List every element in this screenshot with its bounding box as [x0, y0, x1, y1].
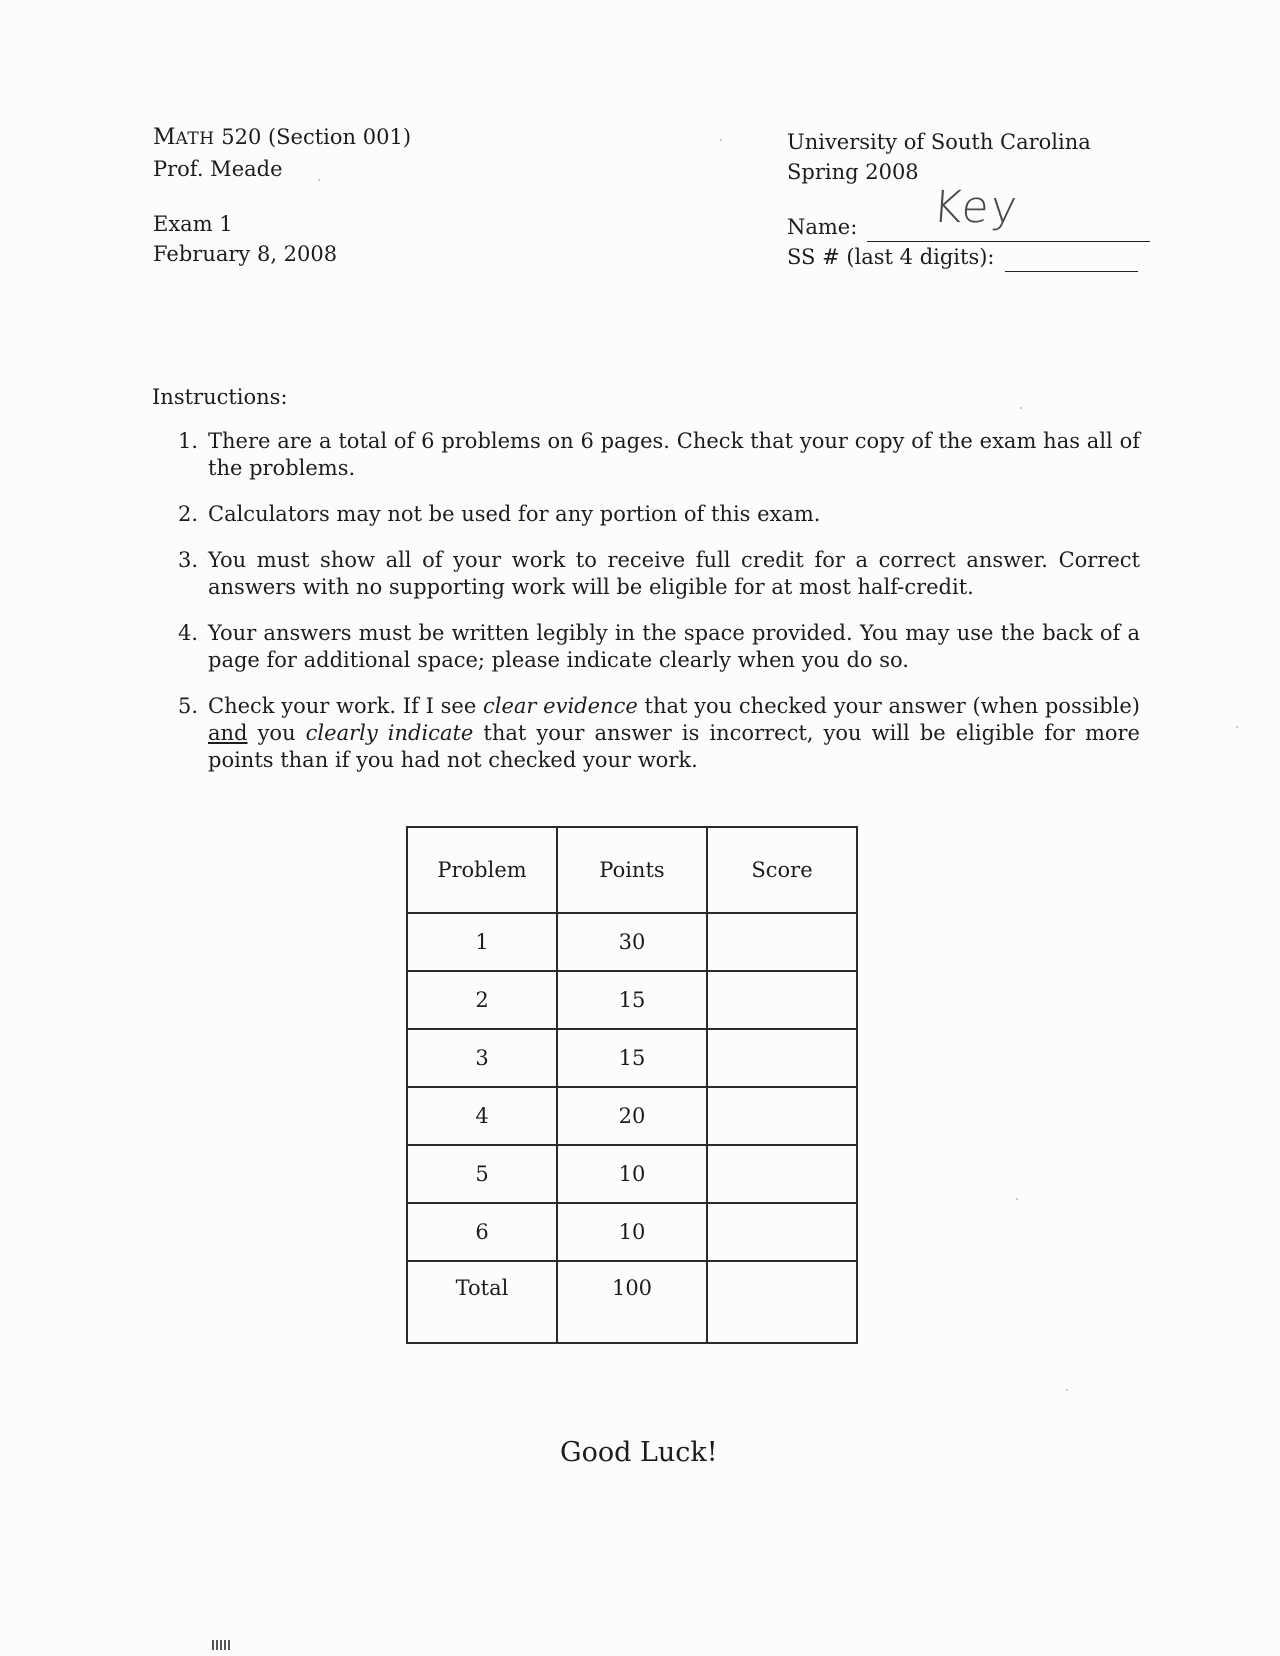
points-cell: 10	[557, 1203, 707, 1261]
total-score-cell[interactable]	[707, 1261, 857, 1343]
ss-label: SS # (last 4 digits):	[787, 245, 995, 269]
name-label: Name:	[787, 215, 858, 239]
name-field-row	[787, 182, 1150, 242]
points-cell: 30	[557, 913, 707, 971]
instructions-title: Instructions:	[152, 385, 288, 409]
problem-cell: 4	[407, 1087, 557, 1145]
column-header-problem: Problem	[407, 827, 557, 913]
scan-speck	[720, 139, 722, 141]
closing-text: Good Luck!	[560, 1437, 718, 1468]
score-cell[interactable]	[707, 1087, 857, 1145]
score-cell[interactable]	[707, 1145, 857, 1203]
professor-name: Prof. Meade	[153, 157, 283, 181]
list-item: 5. Check your work. If I see clear evidence that you checked your answer (when possible) and you clearly indicate that your answer is incorrect, you will be eligible for more points than if you had not checked your work.	[177, 694, 1141, 772]
problem-cell: 6	[407, 1203, 557, 1261]
problem-cell: 2	[407, 971, 557, 1029]
exam-date: February 8, 2008	[153, 242, 338, 266]
points-cell: 15	[557, 1029, 707, 1087]
problem-cell: 3	[407, 1029, 557, 1087]
list-item: 3. You must show all of your work to receive full credit for a correct answer. Correct answers with no supporting work will be eligible for at most half-credit.	[177, 548, 1140, 599]
list-item: 4. Your answers must be written legibly in the space provided. You may use the back of a page for additional space; please indicate clearly when you do so.	[177, 621, 1140, 672]
points-cell: 20	[557, 1087, 707, 1145]
list-item: 1. There are a total of 6 problems on 6 pages. Check that your copy of the exam has all of the problems.	[177, 429, 1140, 480]
emphasis-text: clearly indicate	[305, 721, 474, 745]
score-cell[interactable]	[707, 971, 857, 1029]
course-title: MATH 520 (Section 001)	[153, 125, 412, 150]
university-info	[787, 127, 1091, 187]
list-item: 2. Calculators may not be used for any portion of this exam.	[177, 502, 821, 526]
score-table	[406, 826, 858, 1344]
scan-speck	[1236, 726, 1238, 728]
table-row	[407, 1203, 857, 1261]
column-header-points: Points	[557, 827, 707, 913]
table-row	[407, 1087, 857, 1145]
table-row	[407, 1145, 857, 1203]
underlined-text: and	[208, 721, 248, 745]
score-cell[interactable]	[707, 1203, 857, 1261]
exam-info	[153, 209, 337, 269]
total-label-cell: Total	[407, 1261, 557, 1343]
scan-speck	[1016, 1198, 1018, 1200]
student-fields	[787, 182, 1150, 272]
problem-cell: 1	[407, 913, 557, 971]
university-name: University of South Carolina	[787, 130, 1091, 154]
exam-title: Exam 1	[153, 212, 233, 236]
scan-speck	[1020, 407, 1022, 409]
term: Spring 2008	[787, 160, 919, 184]
score-cell[interactable]	[707, 913, 857, 971]
points-cell: 10	[557, 1145, 707, 1203]
column-header-score: Score	[707, 827, 857, 913]
scan-speck	[1066, 1389, 1068, 1391]
name-field[interactable]	[867, 182, 1150, 242]
table-row	[407, 971, 857, 1029]
emphasis-text: clear evidence	[482, 694, 638, 718]
table-row	[407, 913, 857, 971]
points-cell: 15	[557, 971, 707, 1029]
table-header-row	[407, 827, 857, 913]
table-row-total	[407, 1261, 857, 1343]
course-info	[153, 122, 411, 184]
problem-cell: 5	[407, 1145, 557, 1203]
score-cell[interactable]	[707, 1029, 857, 1087]
scan-speck	[318, 179, 320, 181]
scan-mark	[212, 1640, 230, 1650]
total-points-cell: 100	[557, 1261, 707, 1343]
handwritten-name: Key	[931, 182, 1021, 233]
table-row	[407, 1029, 857, 1087]
ss-field[interactable]	[1005, 249, 1138, 272]
instructions-list	[170, 428, 1140, 793]
ss-field-row	[787, 242, 1150, 272]
